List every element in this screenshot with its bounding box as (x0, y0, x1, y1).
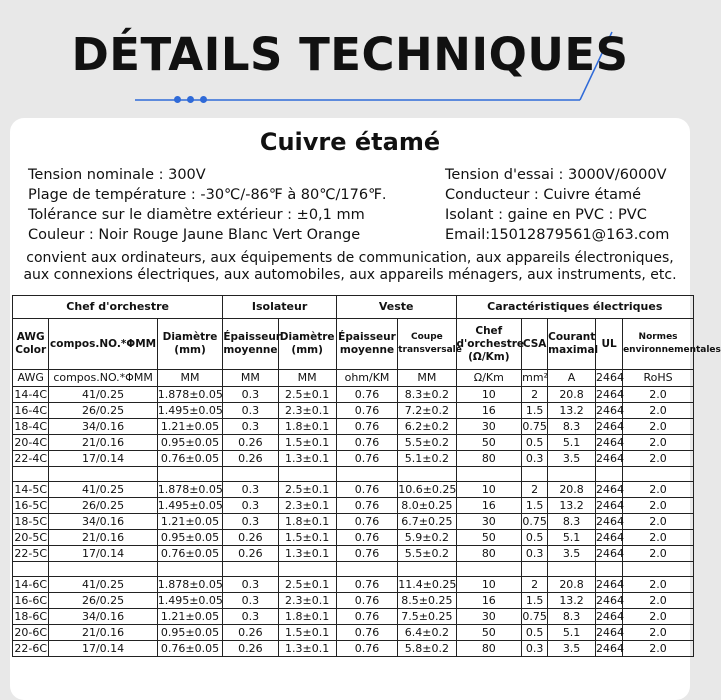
table-cell: 20-4C (14, 435, 48, 449)
unit-cell: MM (157, 370, 223, 387)
table-cell: 22-5C (14, 546, 48, 560)
table-cell: 20-6C (14, 625, 48, 639)
table-cell: 2464 (596, 451, 625, 465)
table-cell: 1.3±0.1 (278, 641, 336, 657)
table-cell: 0.3 (223, 593, 278, 609)
material-title: Cuivre étamé (259, 128, 441, 156)
table-cell: 0.76 (336, 514, 397, 530)
spacer-cell (278, 467, 336, 482)
table-cell: 11.4±0.25 (398, 577, 457, 591)
col-jacket-thickness: Épaisseur moyenne (336, 319, 397, 370)
table-row (13, 514, 694, 530)
table-cell: 5.5±0.2 (398, 435, 456, 451)
table-row (13, 498, 694, 514)
table-cell: 2.5±0.1 (278, 482, 336, 498)
table-cell: 0.26 (223, 530, 278, 546)
spec-conductor: Conducteur : Cuivre étamé (445, 187, 642, 203)
unit-cell: RoHS (623, 370, 694, 387)
table-row (13, 546, 694, 562)
unit-cell: AWG (13, 370, 49, 387)
table-cell: 2.5±0.1 (278, 387, 336, 403)
table-row (13, 482, 694, 498)
table-cell: 50 (456, 530, 522, 546)
group-jacket: Veste (336, 296, 456, 319)
spacer-cell (49, 467, 157, 482)
table-cell: 0.76 (336, 530, 397, 546)
spacer-cell (223, 562, 278, 577)
col-csa: CSA (522, 319, 548, 370)
units-row (13, 370, 694, 387)
spacer-cell (596, 467, 623, 482)
table-row (13, 403, 694, 419)
table-cell: 1.3±0.1 (278, 451, 336, 467)
table-cell: 30 (456, 419, 522, 435)
table-cell: 21/0.16 (49, 530, 157, 546)
table-cell: 0.76 (336, 482, 397, 498)
table-cell: 2464 (596, 625, 625, 639)
table-cell: 2464 (596, 593, 625, 607)
table-cell: 0.3 (223, 419, 278, 435)
group-electrical: Caractéristiques électriques (456, 296, 693, 319)
table-cell: 20.8 (548, 577, 596, 593)
table-cell: 22-4C (14, 451, 48, 465)
table-cell: 1.8±0.1 (278, 419, 336, 435)
table-cell: 30 (456, 609, 522, 625)
table-cell: 5.9±0.2 (398, 530, 456, 546)
table-cell: 2464 (596, 403, 625, 417)
col-diameter: Diamètre (mm) (157, 319, 223, 370)
table-cell: 41/0.25 (49, 482, 157, 498)
table-cell: 0.76 (336, 546, 397, 562)
table-cell: 1.495±0.05 (157, 593, 223, 607)
table-cell: 0.76 (336, 625, 397, 641)
dot-icon (187, 96, 194, 103)
table-cell: 2.0 (623, 530, 694, 546)
table-cell: 0.76 (336, 403, 397, 419)
col-current: Courant maximal (548, 319, 596, 370)
table-cell: 1.21±0.05 (157, 609, 223, 625)
table-cell: 2.0 (623, 546, 694, 562)
table-cell: 0.3 (522, 546, 548, 562)
table-cell: 2.3±0.1 (278, 593, 336, 609)
table-cell: 1.5±0.1 (278, 530, 336, 546)
unit-cell: compos.NO.*ΦMM (49, 370, 157, 387)
table-cell: 80 (456, 546, 522, 562)
specs-left (28, 165, 387, 245)
table-cell: 0.76 (336, 387, 397, 403)
table-row (13, 530, 694, 546)
table-row (13, 625, 694, 641)
spacer-cell (223, 467, 278, 482)
table-cell: 7.2±0.2 (398, 403, 456, 419)
table-cell: 1.495±0.05 (157, 498, 223, 512)
table-cell: 1.3±0.1 (278, 546, 336, 562)
table-cell: 3.5 (548, 546, 596, 562)
table-cell: 0.5 (522, 435, 548, 451)
spec-temperature-range: Plage de température : -30℃/-86℉ à 80℃/176℉. (28, 187, 387, 203)
table-cell: 34/0.16 (49, 609, 157, 625)
table-cell: 2464 (596, 546, 625, 560)
table-cell: 0.3 (223, 498, 278, 514)
table-row (13, 593, 694, 609)
table-cell: 26/0.25 (49, 403, 157, 419)
spacer-cell (522, 562, 548, 577)
table-cell: 0.26 (223, 641, 278, 657)
unit-cell: Ω/Km (456, 370, 522, 387)
table-cell: 5.8±0.2 (398, 641, 456, 657)
table-cell: 1.495±0.05 (157, 403, 223, 417)
table-cell: 10.6±0.25 (398, 482, 457, 496)
page-title: DÉTAILS TECHNIQUES (71, 28, 629, 81)
table-cell: 13.2 (548, 498, 596, 514)
table-cell: 18-6C (14, 609, 48, 623)
header (0, 0, 700, 118)
spacer-cell (157, 562, 223, 577)
table-cell: 14-4C (14, 387, 48, 401)
spec-email: Email:15012879561@163.com (445, 227, 670, 243)
unit-cell: mm² (522, 370, 548, 387)
table-cell: 14-5C (14, 482, 48, 496)
table-cell: 3.5 (548, 451, 596, 467)
table-cell: 50 (456, 435, 522, 451)
table-cell: 0.76 (336, 451, 397, 467)
table-cell: 0.3 (223, 577, 278, 593)
unit-cell: MM (398, 370, 456, 387)
table-cell: 2.0 (623, 482, 694, 498)
table-cell: 16 (456, 593, 522, 609)
spec-colors: Couleur : Noir Rouge Jaune Blanc Vert Orange (28, 227, 361, 243)
table-cell: 0.26 (223, 451, 278, 467)
table-cell: 0.95±0.05 (157, 530, 223, 546)
unit-cell: A (548, 370, 596, 387)
table-cell: 2.0 (623, 435, 694, 451)
table-cell: 0.76 (336, 435, 397, 451)
table-cell: 2.3±0.1 (278, 403, 336, 419)
table-cell: 8.0±0.25 (398, 498, 456, 514)
table-cell: 2.0 (623, 593, 694, 609)
spacer-cell (623, 562, 694, 577)
table-cell: 13.2 (548, 403, 596, 419)
table-cell: 2.5±0.1 (278, 577, 336, 593)
table-cell: 0.26 (223, 435, 278, 451)
table-cell: 0.3 (223, 514, 278, 530)
specs-right (445, 165, 669, 245)
spacer-cell (623, 467, 694, 482)
col-insulation-diameter: Diamètre (mm) (278, 319, 336, 370)
table-cell: 16-6C (14, 593, 48, 607)
spec-insulation: Isolant : gaine en PVC : PVC (445, 207, 647, 223)
table-cell: 2.0 (623, 419, 694, 435)
table-row (13, 387, 694, 403)
table-cell: 1.878±0.05 (157, 577, 223, 591)
table-cell: 18-5C (14, 514, 48, 528)
spec-table (12, 295, 721, 657)
table-cell: 7.5±0.25 (398, 609, 456, 625)
applications-line: convient aux ordinateurs, aux équipements de communication, aux appareils électroniques, (26, 250, 674, 266)
table-cell: 1.878±0.05 (157, 387, 223, 401)
spacer-cell (456, 562, 522, 577)
table-cell: 0.76±0.05 (157, 451, 223, 467)
table-row (13, 419, 694, 435)
table-cell: 2464 (596, 641, 625, 655)
spacer-cell (336, 562, 397, 577)
dot-icon (174, 96, 181, 103)
applications-text (0, 250, 700, 284)
table-cell: 1.21±0.05 (157, 419, 223, 435)
dot-icon (200, 96, 207, 103)
table-cell: 26/0.25 (49, 498, 157, 514)
table-cell: 2.0 (623, 498, 694, 514)
spec-test-voltage: Tension d'essai : 3000V/6000V (445, 167, 667, 183)
table-cell: 14-6C (14, 577, 48, 591)
spacer-cell (336, 467, 397, 482)
spacer-cell (13, 467, 49, 482)
table-cell: 0.95±0.05 (157, 435, 223, 451)
table-cell: 0.3 (522, 641, 548, 657)
table-cell: 5.5±0.2 (398, 546, 456, 562)
spacer-cell (548, 467, 596, 482)
col-norms: Normes environnementales (623, 319, 694, 370)
table-cell: 1.5 (522, 498, 548, 514)
table-cell: 2464 (596, 482, 625, 496)
table-cell: 0.26 (223, 625, 278, 641)
table-cell: 2 (522, 577, 548, 593)
table-cell: 16-5C (14, 498, 48, 512)
table-cell: 8.3 (548, 609, 596, 625)
table-cell: 80 (456, 641, 522, 657)
table-cell: 21/0.16 (49, 435, 157, 451)
table-cell: 34/0.16 (49, 419, 157, 435)
table-cell: 17/0.14 (49, 451, 157, 467)
table-cell: 10 (456, 387, 522, 403)
spacer-row (13, 467, 694, 482)
spacer-cell (278, 562, 336, 577)
table-cell: 3.5 (548, 641, 596, 657)
table-cell: 2464 (596, 419, 625, 433)
table-cell: 2 (522, 387, 548, 403)
spec-rated-voltage: Tension nominale : 300V (28, 167, 206, 183)
table-cell: 80 (456, 451, 522, 467)
table-cell: 0.3 (223, 403, 278, 419)
spacer-cell (398, 467, 456, 482)
table-cell: 1.8±0.1 (278, 609, 336, 625)
table-cell: 41/0.25 (49, 577, 157, 593)
table-cell: 0.76 (336, 498, 397, 514)
table-cell: 0.76 (336, 593, 397, 609)
unit-cell: ohm/KM (336, 370, 397, 387)
table-cell: 2.0 (623, 514, 694, 530)
col-awg-color: AWG Color (13, 319, 49, 370)
table-row (13, 435, 694, 451)
table-cell: 6.4±0.2 (398, 625, 456, 641)
table-cell: 20-5C (14, 530, 48, 544)
table-cell: 2.0 (623, 625, 694, 641)
table-cell: 0.76 (336, 641, 397, 657)
spacer-cell (157, 467, 223, 482)
title-dots (174, 96, 207, 103)
table-cell: 2.3±0.1 (278, 498, 336, 514)
table-cell: 50 (456, 625, 522, 641)
table-cell: 8.3±0.2 (398, 387, 456, 403)
col-insulation-thickness: Épaisseur moyenne (223, 319, 278, 370)
table-row (13, 451, 694, 467)
table-row (13, 609, 694, 625)
group-conductor: Chef d'orchestre (13, 296, 223, 319)
table-cell: 2464 (596, 435, 625, 449)
table-cell: 26/0.25 (49, 593, 157, 609)
table-cell: 1.878±0.05 (157, 482, 223, 496)
spec-diameter-tolerance: Tolérance sur le diamètre extérieur : ±0,1 mm (28, 207, 365, 223)
table-row (13, 641, 694, 657)
table-cell: 5.1 (548, 435, 596, 451)
table-cell: 0.5 (522, 530, 548, 546)
table-cell: 41/0.25 (49, 387, 157, 403)
table-cell: 8.5±0.25 (398, 593, 456, 609)
table-cell: 2.0 (623, 403, 694, 419)
col-cross-section: Coupe transversale (398, 319, 456, 370)
table-cell: 0.75 (522, 514, 547, 528)
table-cell: 16 (456, 403, 522, 419)
table-cell: 0.5 (522, 625, 548, 641)
table-cell: 6.2±0.2 (398, 419, 456, 435)
table-cell: 6.7±0.25 (398, 514, 456, 530)
applications-line: aux connexions électriques, aux automobiles, aux appareils ménagers, aux instruments, etc. (23, 267, 677, 283)
table-cell: 10 (456, 482, 522, 498)
spacer-cell (398, 562, 456, 577)
spacer-cell (596, 562, 623, 577)
unit-cell: 2464 (596, 370, 623, 387)
table-cell: 2.0 (623, 609, 694, 625)
table-cell: 30 (456, 514, 522, 530)
table-cell: 0.75 (522, 419, 547, 433)
spacer-cell (456, 467, 522, 482)
table-cell: 0.76±0.05 (157, 546, 223, 562)
table-cell: 0.76±0.05 (157, 641, 223, 657)
table-cell: 1.8±0.1 (278, 514, 336, 530)
spacer-cell (13, 562, 49, 577)
table-cell: 0.76 (336, 609, 397, 625)
table-cell: 17/0.14 (49, 641, 157, 657)
table-cell: 8.3 (548, 514, 596, 530)
unit-cell: MM (223, 370, 278, 387)
table-cell: 10 (456, 577, 522, 593)
table-cell: 2464 (596, 530, 625, 544)
table-cell: 5.1±0.2 (398, 451, 456, 467)
table-cell: 2464 (596, 577, 625, 591)
table-cell: 1.5±0.1 (278, 435, 336, 451)
table-cell: 5.1 (548, 625, 596, 641)
table-cell: 20.8 (548, 387, 596, 403)
table-cell: 1.21±0.05 (157, 514, 223, 530)
table-cell: 2.0 (623, 451, 694, 467)
table-cell: 0.3 (223, 387, 278, 403)
group-insulator: Isolateur (223, 296, 336, 319)
table-cell: 20.8 (548, 482, 596, 498)
table-cell: 0.95±0.05 (157, 625, 223, 641)
table-cell: 2.0 (623, 577, 694, 593)
table-row (13, 577, 694, 593)
spacer-cell (522, 467, 548, 482)
table-cell: 0.76 (336, 419, 397, 435)
spacer-row (13, 562, 694, 577)
table-cell: 5.1 (548, 530, 596, 546)
table-cell: 18-4C (14, 419, 48, 433)
table-cell: 1.5 (522, 403, 548, 419)
table-cell: 16-4C (14, 403, 48, 417)
spacer-cell (548, 562, 596, 577)
table-cell: 17/0.14 (49, 546, 157, 562)
spec-table-body (13, 370, 694, 657)
table-cell: 0.26 (223, 546, 278, 562)
table-cell: 2464 (596, 609, 625, 623)
table-cell: 21/0.16 (49, 625, 157, 641)
table-cell: 8.3 (548, 419, 596, 435)
table-cell: 16 (456, 498, 522, 514)
table-cell: 0.3 (223, 609, 278, 625)
table-cell: 1.5 (522, 593, 548, 609)
table-cell: 13.2 (548, 593, 596, 609)
spacer-cell (49, 562, 157, 577)
table-cell: 2 (522, 482, 548, 498)
table-cell: 2464 (596, 387, 625, 401)
table-cell: 2.0 (623, 387, 694, 403)
table-cell: 0.76 (336, 577, 397, 593)
unit-cell: MM (278, 370, 336, 387)
table-cell: 0.3 (223, 482, 278, 498)
table-cell: 0.3 (522, 451, 548, 467)
table-cell: 22-6C (14, 641, 48, 655)
col-resistance: Chef d'orchestre (Ω/Km) (456, 319, 522, 370)
col-ul: UL (596, 319, 623, 370)
table-cell: 2464 (596, 498, 625, 512)
table-cell: 34/0.16 (49, 514, 157, 530)
table-cell: 1.5±0.1 (278, 625, 336, 641)
table-cell: 0.75 (522, 609, 547, 623)
table-cell: 2.0 (623, 641, 694, 657)
table-cell: 2464 (596, 514, 625, 528)
col-compos: compos.NO.*ΦMM (49, 319, 157, 370)
